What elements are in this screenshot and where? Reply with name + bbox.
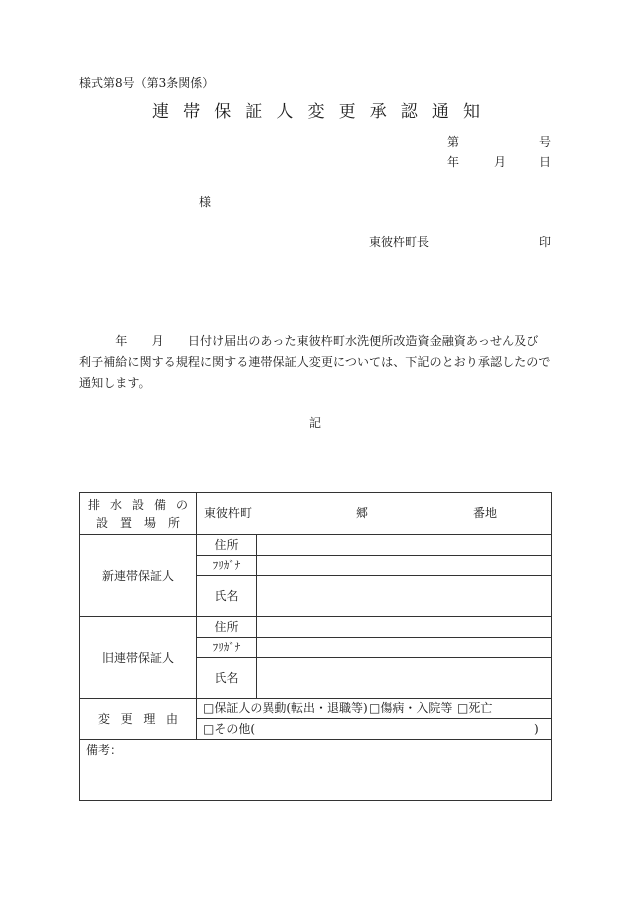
issuer-name: 東彼杵町長 bbox=[369, 235, 430, 249]
new-guarantor-name-label: 氏名 bbox=[214, 589, 239, 603]
old-guarantor-name-label: 氏名 bbox=[214, 671, 239, 685]
location-value-cell bbox=[196, 492, 552, 535]
notice-date-day: 日 bbox=[539, 155, 552, 169]
reason-option-illness-checkbox: □傷病・入院等 bbox=[369, 701, 453, 715]
location-district-suffix: 郷 bbox=[356, 506, 369, 520]
new-guarantor-name-field bbox=[256, 575, 552, 617]
new-guarantor-label: 新連帯保証人 bbox=[101, 568, 174, 583]
location-town: 東彼杵町 bbox=[204, 506, 253, 520]
old-guarantor-name-label-cell bbox=[196, 657, 257, 699]
new-guarantor-furigana-field bbox=[256, 555, 552, 576]
old-guarantor-furigana-label-cell bbox=[196, 637, 257, 658]
addressee-honorific: 様 bbox=[199, 195, 212, 209]
remarks-label: 備考： bbox=[86, 743, 123, 757]
reason-option-relocation-checkbox: □保証人の異動(転出・退職等) bbox=[203, 701, 368, 715]
location-lot-suffix: 番地 bbox=[473, 506, 498, 520]
reason-other-close-paren: ) bbox=[534, 722, 539, 736]
new-guarantor-address-field bbox=[256, 534, 552, 556]
record-heading: 記 bbox=[309, 416, 322, 430]
notice-date-year: 年 bbox=[447, 155, 460, 169]
body-line: 通知します。 bbox=[79, 376, 151, 390]
issuer-seal: 印 bbox=[539, 235, 552, 249]
document-title: 連 帯 保 証 人 変 更 承 認 通 知 bbox=[152, 102, 480, 122]
old-guarantor-address-field bbox=[256, 616, 552, 638]
new-guarantor-name-label-cell bbox=[196, 575, 257, 617]
old-guarantor-address-label: 住所 bbox=[214, 620, 239, 634]
old-guarantor-label: 旧連帯保証人 bbox=[101, 650, 174, 665]
old-guarantor-furigana-label: ﾌﾘｶﾞﾅ bbox=[212, 640, 241, 654]
old-guarantor-furigana-field bbox=[256, 637, 552, 658]
old-guarantor-name-field bbox=[256, 657, 552, 699]
notice-number-suffix: 号 bbox=[539, 135, 552, 149]
new-guarantor-furigana-label: ﾌﾘｶﾞﾅ bbox=[212, 558, 241, 572]
notice-date-month: 月 bbox=[494, 155, 507, 169]
new-guarantor-furigana-label-cell bbox=[196, 555, 257, 576]
old-guarantor-address-label-cell bbox=[196, 616, 257, 638]
location-label-line: 排 水 設 備 の bbox=[88, 497, 188, 512]
notice-number-prefix: 第 bbox=[447, 135, 460, 149]
remarks-cell bbox=[79, 739, 552, 801]
change-reason-options-row bbox=[196, 698, 552, 719]
new-guarantor-label-cell bbox=[79, 534, 197, 617]
new-guarantor-address-label: 住所 bbox=[214, 538, 239, 552]
form-number: 様式第8号（第3条関係） bbox=[79, 76, 215, 90]
new-guarantor-address-label-cell bbox=[196, 534, 257, 556]
reason-option-other-checkbox: □その他( bbox=[203, 722, 256, 736]
location-label-line: 設 置 場 所 bbox=[96, 515, 180, 530]
reason-option-death-checkbox: □死亡 bbox=[457, 701, 493, 715]
old-guarantor-label-cell bbox=[79, 616, 197, 699]
body-line: 利子補給に関する規程に関する連帯保証人変更については、下記のとおり承認したので bbox=[79, 355, 551, 369]
change-reason-label-cell bbox=[79, 698, 197, 740]
change-reason-other-row bbox=[196, 718, 552, 740]
change-reason-label: 変 更 理 由 bbox=[98, 712, 178, 726]
location-label-cell bbox=[79, 492, 197, 535]
body-line: 年 月 日付け届出のあった東彼杵町水洗便所改造資金融資あっせん及び bbox=[79, 334, 539, 348]
